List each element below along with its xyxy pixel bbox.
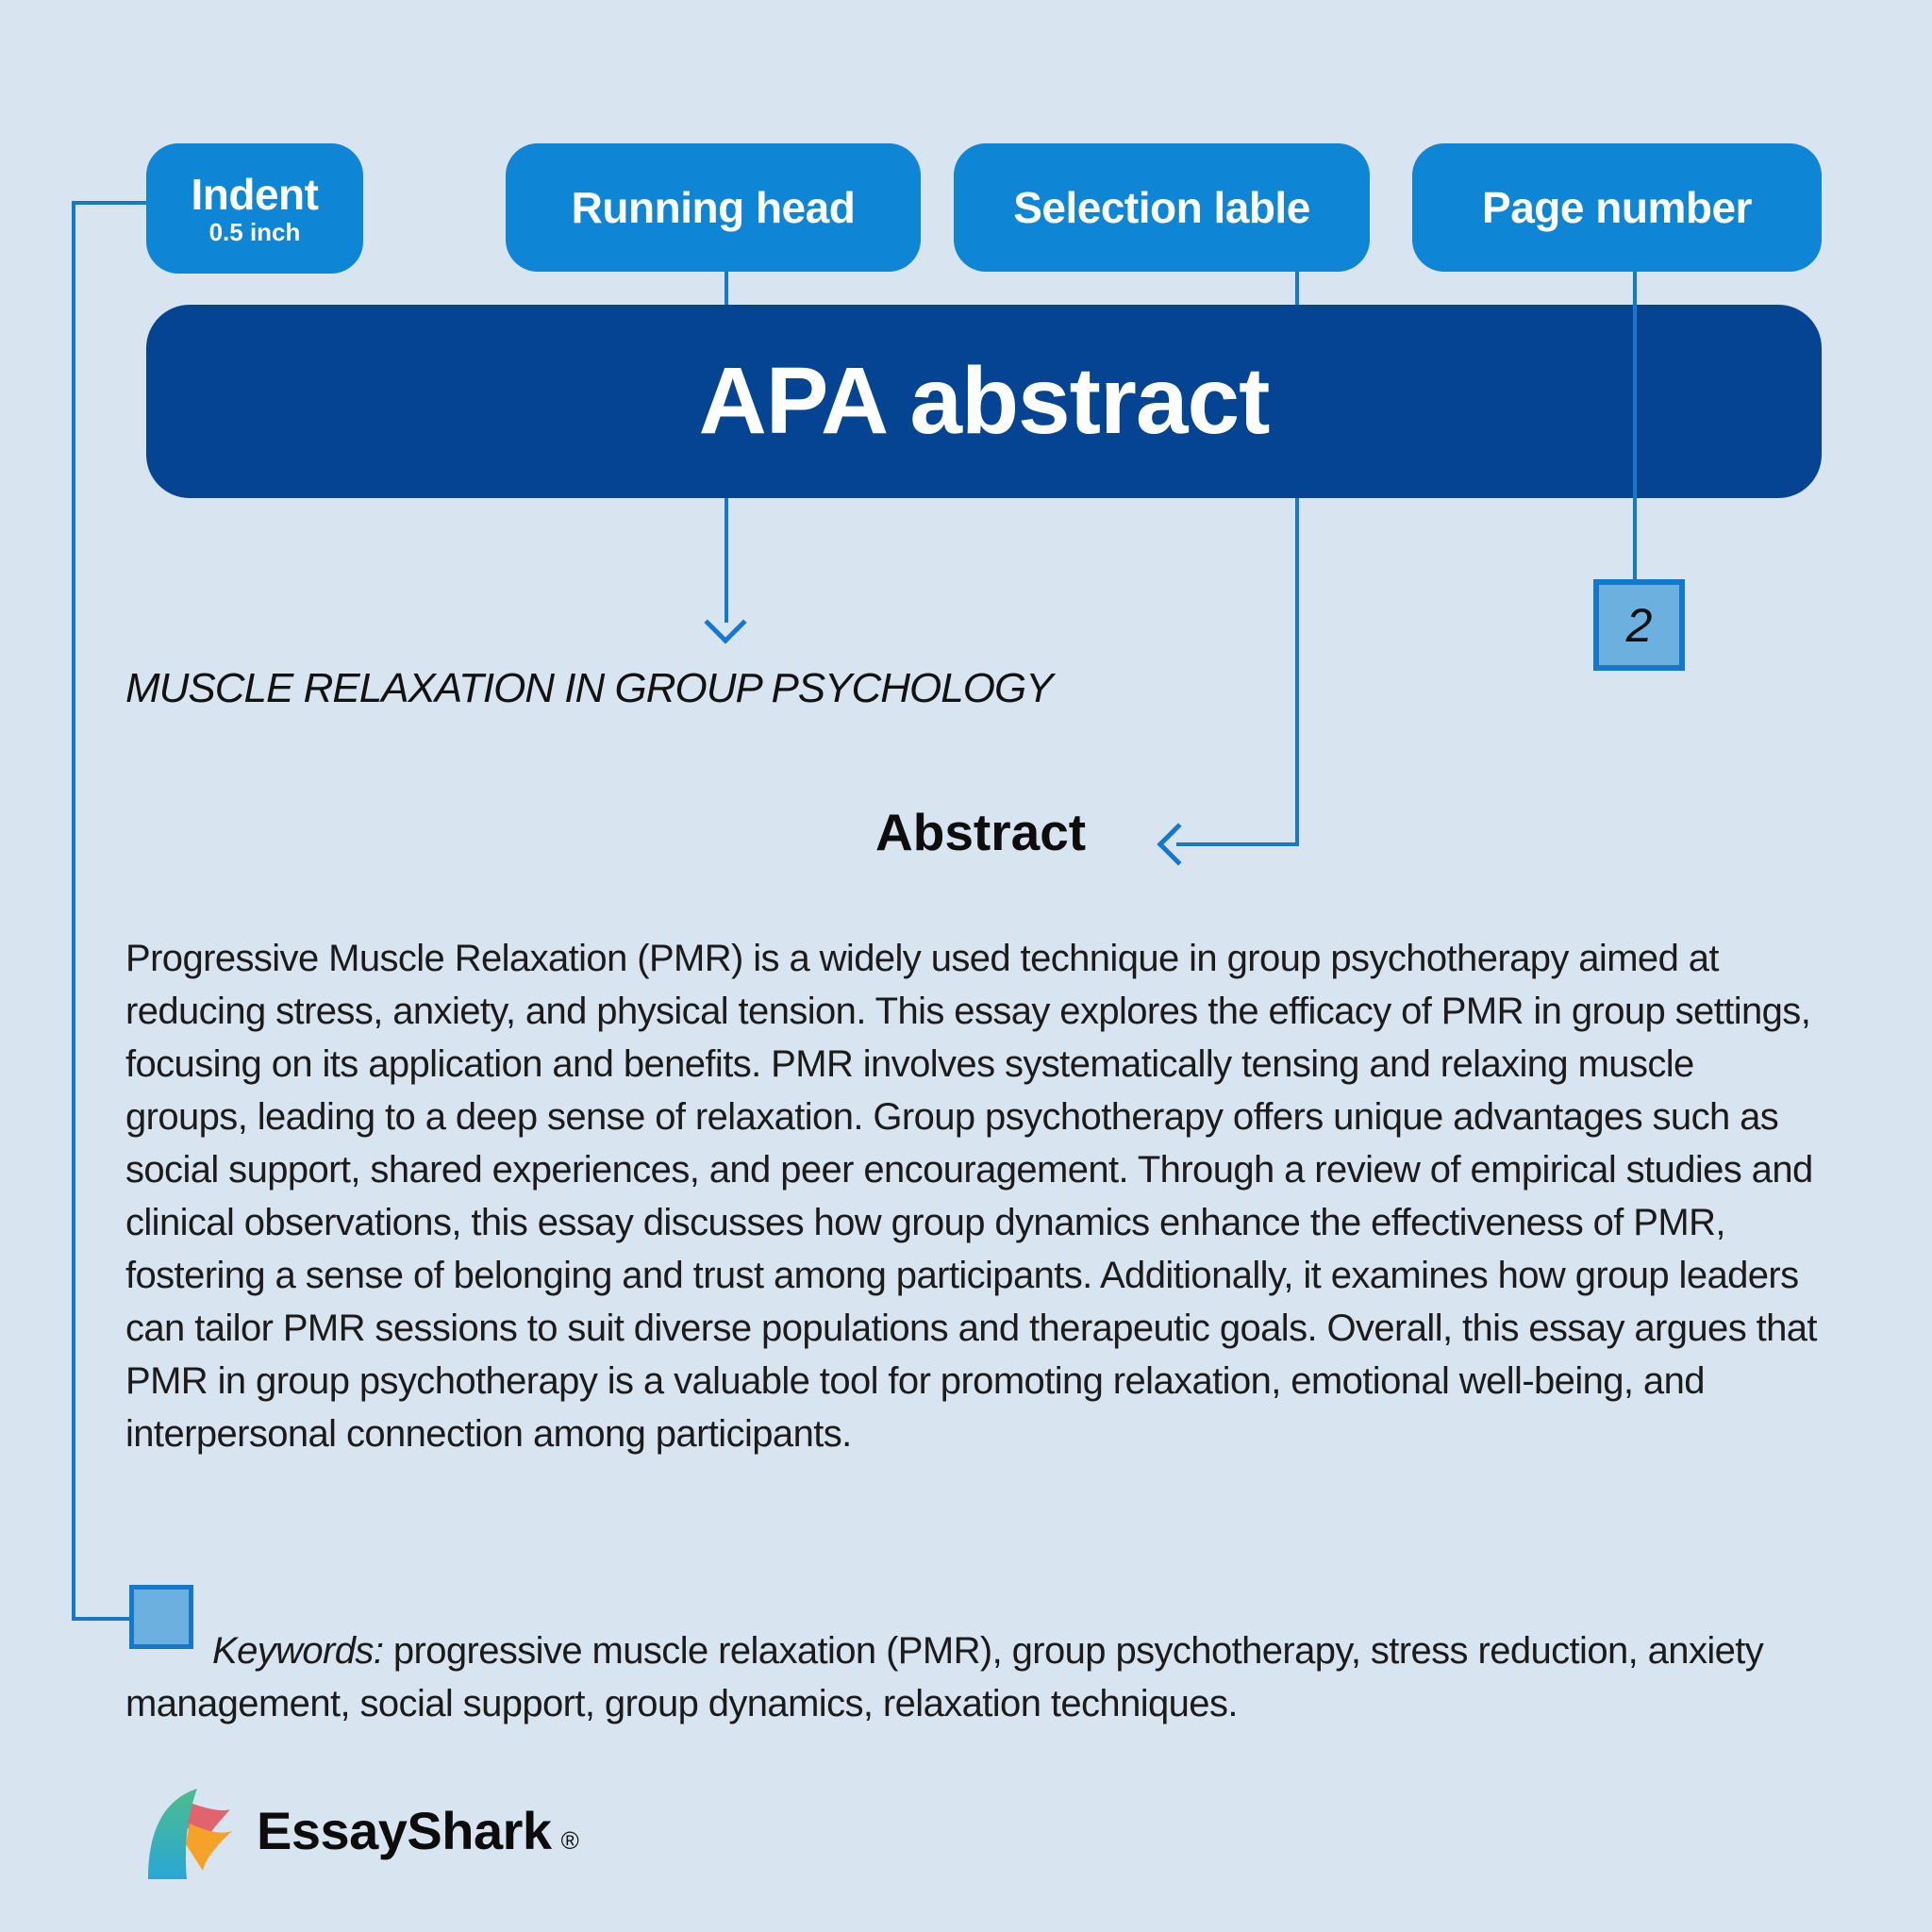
keywords-label: Keywords: — [212, 1630, 384, 1672]
callout-indent — [146, 143, 363, 274]
callout-page-number-label: Page number — [1482, 183, 1752, 232]
registered-mark: ® — [560, 1826, 579, 1855]
callout-indent-label: Indent — [191, 170, 319, 219]
brand-name — [257, 1800, 578, 1861]
indent-marker-box — [129, 1585, 193, 1649]
page-number-value: 2 — [1625, 598, 1653, 652]
abstract-section-heading: Abstract — [875, 803, 1087, 861]
indent-connector-line — [72, 1617, 134, 1621]
indent-connector-line — [72, 201, 148, 205]
arrow-left-icon — [1157, 823, 1199, 865]
callout-page-number — [1412, 143, 1822, 272]
callout-running-head — [506, 143, 921, 272]
callout-running-head-label: Running head — [571, 183, 856, 232]
callout-selection-lable-label: Selection lable — [1013, 183, 1310, 232]
essayshark-fin-icon — [140, 1786, 240, 1880]
running-head-connector-line — [724, 272, 728, 305]
selection-label-connector-line — [1295, 272, 1299, 305]
page-number-box — [1593, 579, 1685, 671]
running-head-text: MUSCLE RELAXATION IN GROUP PSYCHOLOGY — [125, 665, 1053, 711]
callout-selection-lable — [954, 143, 1370, 272]
brand-text: EssayShark — [257, 1801, 552, 1860]
title-banner — [146, 305, 1822, 498]
abstract-paragraph: Progressive Muscle Relaxation (PMR) is a widely used technique in group psychotherapy aimed at reducing stress, anxiety, and physical tension. This essay explores the efficacy of PMR in group settings, focusing on its application and benefits. PMR involves systematically tensing and relaxing muscle groups, leading to a deep sense of relaxation. Group psychotherapy offers unique advantages such as social support, shared experiences, and peer encouragement. Through a review of empirical studies and clinical observations, this essay discusses how group dynamics enhance the effectiveness of PMR, fostering a sense of belonging and trust among participants. Additionally, it examines how group leaders can tailor PMR sessions to suit diverse populations and therapeutic goals. Overall, this essay argues that PMR in group psychotherapy is a valuable tool for promoting relaxation, emotional well-being, and interpersonal connection among participants. — [125, 938, 1817, 1455]
selection-label-connector-line — [1295, 498, 1299, 846]
banner-title: APA abstract — [698, 348, 1270, 454]
callout-indent-sublabel: 0.5 inch — [208, 218, 301, 246]
keywords-text: progressive muscle relaxation (PMR), group psychotherapy, stress reduction, anxiety management, social support, group dynamics, relaxation techniques. — [125, 1630, 1764, 1724]
arrow-down-icon — [704, 601, 746, 643]
indent-connector-line — [72, 201, 75, 1621]
keywords-paragraph — [125, 1624, 1767, 1730]
page-number-connector-line — [1633, 272, 1637, 581]
